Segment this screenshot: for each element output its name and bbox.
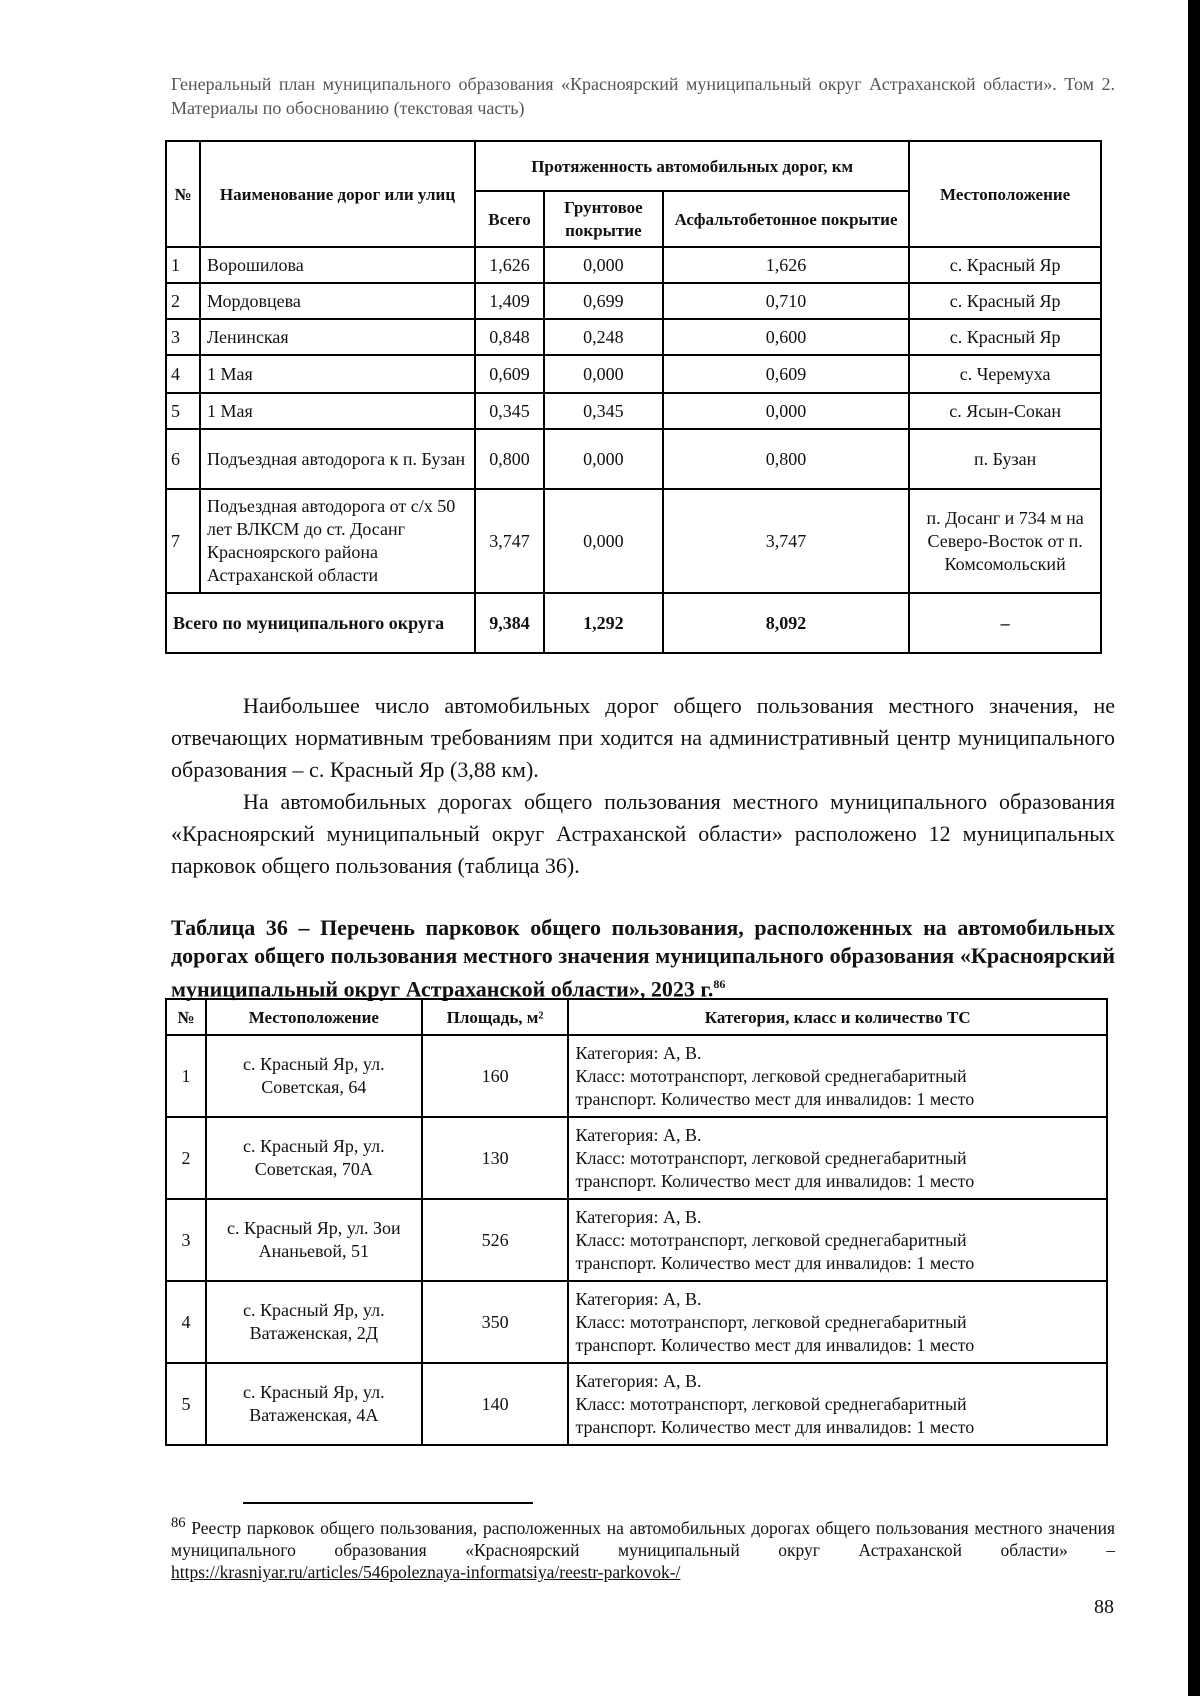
length-ground: 0,000 — [544, 355, 663, 393]
road-name: Мордовцева — [200, 283, 475, 319]
parking-category — [568, 1035, 1107, 1117]
row-num: 1 — [166, 247, 200, 283]
length-total: 0,609 — [475, 355, 544, 393]
category-line: Категория: А, В. — [575, 1370, 702, 1391]
disabled-spots-line: транспорт. Количество мест для инвалидов: 1 место — [575, 1088, 975, 1109]
footnote — [171, 1512, 1115, 1583]
col-header-num: № — [166, 999, 206, 1035]
length-asphalt: 0,800 — [663, 429, 909, 489]
parking-location: с. Красный Яр, ул. Советская, 70А — [206, 1117, 422, 1199]
road-name: Подъездная автодорога от с/х 50 лет ВЛКСМ до ст. Досанг Красноярского района Астраханской области — [200, 489, 475, 593]
length-ground: 0,000 — [544, 429, 663, 489]
row-num: 2 — [166, 1117, 206, 1199]
length-total: 1,626 — [475, 247, 544, 283]
class-line: Класс: мототранспорт, легковой среднегабаритный — [575, 1065, 967, 1086]
road-location: с. Ясын-Сокан — [909, 393, 1101, 429]
footnote-ref: 86 — [713, 977, 726, 991]
class-line: Класс: мототранспорт, легковой среднегабаритный — [575, 1229, 967, 1250]
parking-location: с. Красный Яр, ул. Советская, 64 — [206, 1035, 422, 1117]
category-line: Категория: А, В. — [575, 1042, 702, 1063]
length-ground: 0,000 — [544, 247, 663, 283]
length-total: 0,345 — [475, 393, 544, 429]
col-header-location: Местоположение — [206, 999, 422, 1035]
length-asphalt: 0,600 — [663, 319, 909, 355]
parking-table-title — [171, 914, 1115, 1003]
length-total: 3,747 — [475, 489, 544, 593]
parking-category — [568, 1363, 1107, 1445]
length-asphalt: 3,747 — [663, 489, 909, 593]
road-location: с. Красный Яр — [909, 283, 1101, 319]
col-header-name: Наименование дорог или улиц — [200, 141, 475, 247]
col-header-total: Всего — [475, 191, 544, 247]
table-row — [166, 355, 1101, 393]
row-num: 6 — [166, 429, 200, 489]
road-location: п. Досанг и 734 м на Северо-Восток от п. Комсомольский — [909, 489, 1101, 593]
col-header-category: Категория, класс и количество ТС — [568, 999, 1107, 1035]
table-row — [166, 1363, 1107, 1445]
col-header-length-group: Протяженность автомобильных дорог, км — [475, 141, 909, 191]
table-row — [166, 1281, 1107, 1363]
row-num: 5 — [166, 393, 200, 429]
row-num: 4 — [166, 355, 200, 393]
parking-area: 130 — [422, 1117, 569, 1199]
row-num: 3 — [166, 319, 200, 355]
road-location: с. Красный Яр — [909, 247, 1101, 283]
parking-area: 160 — [422, 1035, 569, 1117]
footnote-number: 86 — [171, 1515, 186, 1531]
category-line: Категория: А, В. — [575, 1288, 702, 1309]
road-name: 1 Мая — [200, 393, 475, 429]
table-row — [166, 489, 1101, 593]
row-num: 7 — [166, 489, 200, 593]
table-row — [166, 1035, 1107, 1117]
parking-category — [568, 1281, 1107, 1363]
parking-area: 350 — [422, 1281, 569, 1363]
row-num: 4 — [166, 1281, 206, 1363]
road-name: Ленинская — [200, 319, 475, 355]
table-row — [166, 393, 1101, 429]
length-total: 0,848 — [475, 319, 544, 355]
length-asphalt: 0,609 — [663, 355, 909, 393]
paragraph-2: На автомобильных дорогах общего пользования местного муниципального образования «Красноярский муниципальный округ Астраханской области» расположено 12 муниципальных парковок общего пользования (таблица 36). — [171, 789, 1115, 878]
parking-location: с. Красный Яр, ул. Ватаженская, 2Д — [206, 1281, 422, 1363]
parking-category — [568, 1117, 1107, 1199]
road-name: 1 Мая — [200, 355, 475, 393]
row-num: 1 — [166, 1035, 206, 1117]
footnote-divider — [243, 1502, 533, 1504]
total-location: – — [909, 593, 1101, 653]
page-number: 88 — [1094, 1596, 1114, 1618]
row-num: 2 — [166, 283, 200, 319]
length-ground: 0,248 — [544, 319, 663, 355]
total-length: 9,384 — [475, 593, 544, 653]
paragraph-1: Наибольшее число автомобильных дорог общего пользования местного значения, не отвечающих нормативным требованиям при ходится на административный центр муниципального образования – с. Красный Яр (3,88 км). — [171, 693, 1115, 782]
col-header-ground: Грунтовое покрытие — [544, 191, 663, 247]
parking-table-title-text: Таблица 36 – Перечень парковок общего пользования, расположенных на автомобильных дорогах общего пользования местного значения муниципального образования «Красноярский муниципальный округ Астраханской области», 2023 г. — [171, 915, 1115, 1002]
parking-location: с. Красный Яр, ул. Зои Ананьевой, 51 — [206, 1199, 422, 1281]
road-name: Подъездная автодорога к п. Бузан — [200, 429, 475, 489]
table-row — [166, 429, 1101, 489]
parking-table — [165, 998, 1108, 1446]
table-row — [166, 247, 1101, 283]
parking-area: 526 — [422, 1199, 569, 1281]
length-ground: 0,000 — [544, 489, 663, 593]
table-row — [166, 283, 1101, 319]
footnote-link[interactable]: https://krasniyar.ru/articles/546poleznaya-informatsiya/reestr-parkovok-/ — [171, 1561, 681, 1582]
class-line: Класс: мототранспорт, легковой среднегабаритный — [575, 1311, 967, 1332]
class-line: Класс: мототранспорт, легковой среднегабаритный — [575, 1147, 967, 1168]
category-line: Категория: А, В. — [575, 1124, 702, 1145]
total-ground: 1,292 — [544, 593, 663, 653]
length-ground: 0,345 — [544, 393, 663, 429]
total-label: Всего по муниципального округа — [166, 593, 475, 653]
footnote-text: Реестр парковок общего пользования, расположенных на автомобильных дорогах общего пользования местного значения муниципального образования «Красноярский муниципальный округ Астраханской области» – — [171, 1517, 1115, 1560]
category-line: Категория: А, В. — [575, 1206, 702, 1227]
road-location: п. Бузан — [909, 429, 1101, 489]
class-line: Класс: мототранспорт, легковой среднегабаритный — [575, 1393, 967, 1414]
disabled-spots-line: транспорт. Количество мест для инвалидов: 1 место — [575, 1170, 975, 1191]
length-asphalt: 0,710 — [663, 283, 909, 319]
total-row — [166, 593, 1101, 653]
row-num: 3 — [166, 1199, 206, 1281]
table-row — [166, 1199, 1107, 1281]
parking-area: 140 — [422, 1363, 569, 1445]
disabled-spots-line: транспорт. Количество мест для инвалидов: 1 место — [575, 1334, 975, 1355]
col-header-area: Площадь, м² — [422, 999, 569, 1035]
road-name: Ворошилова — [200, 247, 475, 283]
length-asphalt: 1,626 — [663, 247, 909, 283]
length-total: 1,409 — [475, 283, 544, 319]
row-num: 5 — [166, 1363, 206, 1445]
parking-location: с. Красный Яр, ул. Ватаженская, 4А — [206, 1363, 422, 1445]
col-header-num: № — [166, 141, 200, 247]
length-asphalt: 0,000 — [663, 393, 909, 429]
roads-table — [165, 140, 1102, 654]
table-row — [166, 1117, 1107, 1199]
document-header: Генеральный план муниципального образования «Красноярский муниципальный округ Астраханской области». Том 2. Материалы по обоснованию (текстовая часть) — [171, 74, 1115, 118]
parking-category — [568, 1199, 1107, 1281]
total-asphalt: 8,092 — [663, 593, 909, 653]
road-location: с. Красный Яр — [909, 319, 1101, 355]
disabled-spots-line: транспорт. Количество мест для инвалидов: 1 место — [575, 1416, 975, 1437]
road-location: с. Черемуха — [909, 355, 1101, 393]
page-edge-bar — [1188, 0, 1200, 1696]
disabled-spots-line: транспорт. Количество мест для инвалидов: 1 место — [575, 1252, 975, 1273]
col-header-location: Местоположение — [909, 141, 1101, 247]
length-total: 0,800 — [475, 429, 544, 489]
col-header-asphalt: Асфальтобетонное покрытие — [663, 191, 909, 247]
length-ground: 0,699 — [544, 283, 663, 319]
table-row — [166, 319, 1101, 355]
